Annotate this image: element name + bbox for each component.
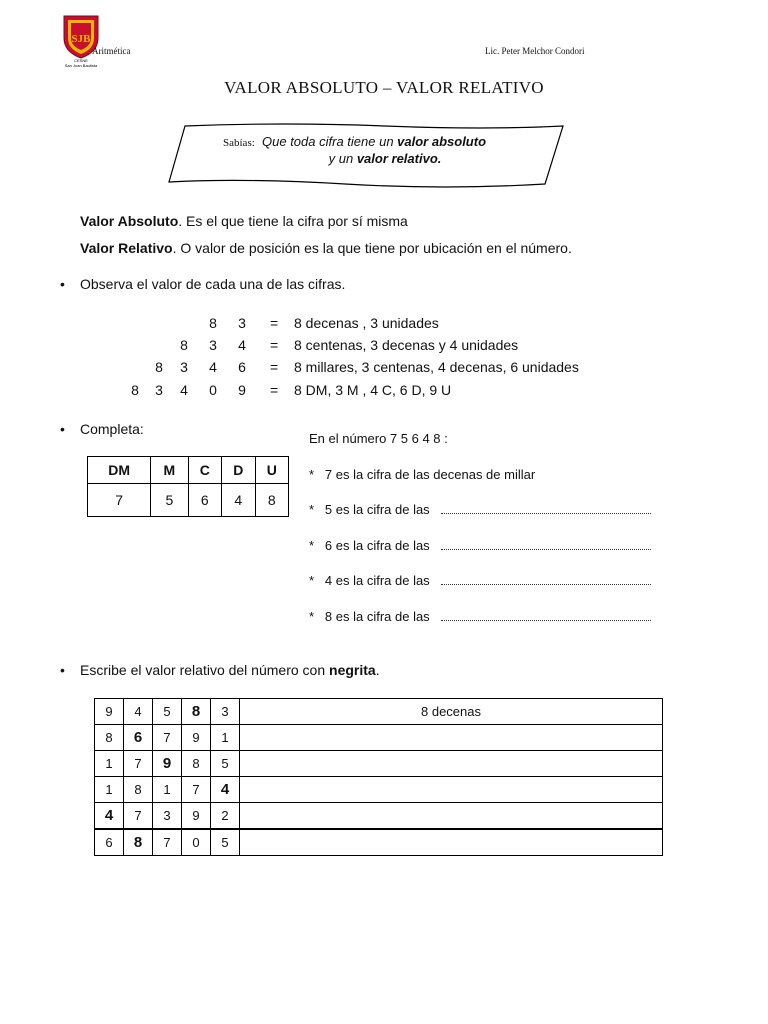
digit-cell: 7	[153, 725, 182, 751]
digit: 4	[209, 359, 217, 375]
equals-sign: =	[270, 359, 279, 375]
observe-instruction: Observa el valor de cada una de las cifras.	[80, 276, 346, 292]
table-header-row	[88, 457, 289, 484]
svg-text:SJB: SJB	[71, 33, 91, 45]
table-cell: 4	[222, 484, 255, 517]
digit-cell: 8	[95, 725, 124, 751]
observe-row	[0, 382, 768, 402]
answer-blank[interactable]	[441, 610, 651, 621]
callout-lead: Sabías:	[223, 137, 255, 149]
digit-cell: 1	[95, 751, 124, 777]
table-row	[88, 484, 289, 517]
digit-cell: 9	[182, 803, 211, 830]
escribe-text: Escribe el valor relativo del número con	[80, 662, 326, 678]
table-row	[95, 725, 663, 751]
answer-cell[interactable]	[240, 829, 663, 856]
table-row	[95, 751, 663, 777]
svg-text:San Juan Bautista: San Juan Bautista	[64, 63, 98, 68]
digit-cell: 1	[211, 725, 240, 751]
table-cell: 8	[255, 484, 289, 517]
table-row	[95, 829, 663, 856]
column-header: DM	[88, 457, 151, 484]
completa-item	[309, 609, 651, 624]
answer-blank[interactable]	[441, 503, 651, 514]
digit-cell: 7	[182, 777, 211, 803]
digit-cell: 3	[153, 803, 182, 830]
callout-line2-bold: valor relativo.	[356, 151, 442, 166]
observe-row	[0, 337, 768, 357]
digit-cell: 7	[124, 803, 153, 830]
digit-cell: 4	[211, 777, 240, 803]
digit: 3	[180, 359, 188, 375]
completa-intro: En el número 7 5 6 4 8 :	[309, 431, 448, 446]
observe-row-text: 8 decenas , 3 unidades	[294, 315, 439, 331]
digit-cell: 0	[182, 829, 211, 856]
digit-cell: 8	[182, 751, 211, 777]
digit-cell: 1	[153, 777, 182, 803]
digit: 0	[209, 382, 217, 398]
digit-cell: 8	[124, 777, 153, 803]
digit-cell: 1	[95, 777, 124, 803]
digit-cell: 8	[182, 699, 211, 725]
bullet-icon: •	[60, 662, 65, 678]
subject-label: Aritmética	[92, 46, 131, 56]
digit: 8	[131, 382, 139, 398]
star-bullet: *	[309, 538, 315, 553]
bullet-icon: •	[60, 421, 65, 437]
digit-cell: 8	[124, 829, 153, 856]
completa-item	[309, 502, 651, 517]
observe-row	[0, 315, 768, 335]
answer-cell[interactable]	[240, 751, 663, 777]
svg-text:CESNE: CESNE	[74, 58, 88, 63]
completa-item-text: 8 es la cifra de las	[324, 609, 430, 624]
digit-cell: 6	[124, 725, 153, 751]
escribe-instruction	[80, 662, 380, 678]
column-header: M	[151, 457, 188, 484]
table-cell: 7	[88, 484, 151, 517]
completa-item-text: 4 es la cifra de las	[324, 573, 430, 588]
digit-cell: 4	[95, 803, 124, 830]
observe-row-text: 8 centenas, 3 decenas y 4 unidades	[294, 337, 519, 353]
digit: 4	[238, 337, 246, 353]
equals-sign: =	[270, 337, 279, 353]
escribe-bold: negrita	[329, 662, 376, 678]
digit: 6	[238, 359, 246, 375]
school-crest-logo	[60, 12, 102, 68]
definition-relativo	[80, 240, 572, 256]
completa-instruction: Completa:	[80, 421, 144, 437]
digit-cell: 5	[153, 699, 182, 725]
completa-item-text: 7 es la cifra de las decenas de millar	[324, 467, 536, 482]
callout-text	[190, 134, 550, 166]
digit-cell: 9	[182, 725, 211, 751]
observe-row-text: 8 DM, 3 M , 4 C, 6 D, 9 U	[294, 382, 452, 398]
definition-absoluto	[80, 213, 408, 229]
digit-cell: 6	[95, 829, 124, 856]
table-cell: 5	[151, 484, 188, 517]
digit: 4	[180, 382, 188, 398]
answer-blank[interactable]	[441, 574, 651, 585]
answer-cell[interactable]: 8 decenas	[240, 699, 663, 725]
digit: 9	[238, 382, 246, 398]
column-header: C	[188, 457, 221, 484]
digit-cell: 7	[124, 751, 153, 777]
answer-cell[interactable]	[240, 725, 663, 751]
author-label: Lic. Peter Melchor Condori	[485, 46, 585, 56]
completa-item-text: 6 es la cifra de las	[324, 538, 430, 553]
digit: 8	[180, 337, 188, 353]
answer-cell[interactable]	[240, 803, 663, 830]
digit-cell: 7	[153, 829, 182, 856]
star-bullet: *	[309, 502, 315, 517]
callout-line1-text: Que toda cifra tiene un	[262, 134, 394, 149]
definition-absoluto-text: . Es el que tiene la cifra por sí misma	[178, 213, 408, 229]
digit-cell: 9	[153, 751, 182, 777]
digit: 8	[209, 315, 217, 331]
place-value-table	[87, 456, 289, 517]
column-header: U	[255, 457, 289, 484]
digit: 8	[155, 359, 163, 375]
table-cell: 6	[188, 484, 221, 517]
table-row	[95, 803, 663, 830]
bullet-icon: •	[60, 276, 65, 292]
digit-cell: 5	[211, 751, 240, 777]
digit-cell: 5	[211, 829, 240, 856]
observe-row	[0, 359, 768, 379]
completa-item	[309, 573, 651, 588]
observe-row-text: 8 millares, 3 centenas, 4 decenas, 6 unidades	[294, 359, 579, 375]
exercise-table	[94, 698, 663, 856]
star-bullet: *	[309, 467, 315, 482]
star-bullet: *	[309, 609, 315, 624]
equals-sign: =	[270, 315, 279, 331]
digit: 3	[155, 382, 163, 398]
definition-relativo-term: Valor Relativo	[80, 240, 173, 256]
callout-line2-text: y un	[328, 151, 354, 166]
digit-cell: 2	[211, 803, 240, 830]
digit-cell: 9	[95, 699, 124, 725]
table-row	[95, 777, 663, 803]
definition-relativo-text: . O valor de posición es la que tiene por ubicación en el número.	[172, 240, 572, 256]
completa-item	[309, 538, 651, 553]
column-header: D	[222, 457, 255, 484]
completa-item-text: 5 es la cifra de las	[324, 502, 430, 517]
digit: 3	[238, 315, 246, 331]
callout-line1-bold: valor absoluto	[397, 134, 487, 149]
table-row	[95, 699, 663, 725]
star-bullet: *	[309, 573, 315, 588]
escribe-post: .	[375, 662, 380, 678]
page-title: VALOR ABSOLUTO – VALOR RELATIVO	[224, 78, 544, 97]
definition-absoluto-term: Valor Absoluto	[80, 213, 179, 229]
answer-blank[interactable]	[441, 539, 651, 550]
digit: 3	[209, 337, 217, 353]
digit-cell: 3	[211, 699, 240, 725]
equals-sign: =	[270, 382, 279, 398]
digit-cell: 4	[124, 699, 153, 725]
answer-cell[interactable]	[240, 777, 663, 803]
completa-item	[309, 467, 535, 482]
